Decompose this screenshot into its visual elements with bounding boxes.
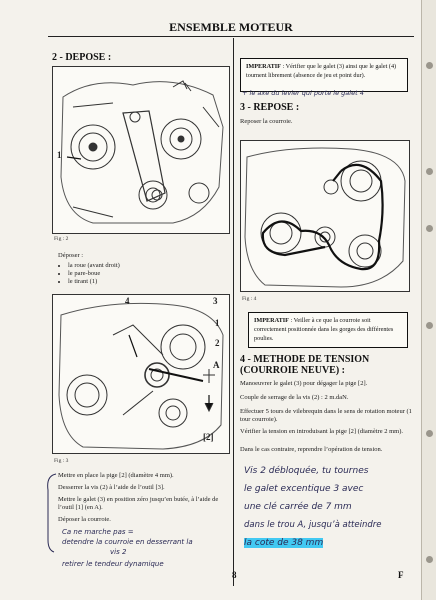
imperatif-box-2	[248, 312, 408, 348]
section-tension-heading: 4 - METHODE DE TENSION (COURROIE NEUVE) :	[240, 354, 370, 376]
binder-hole	[426, 225, 433, 232]
binder-hole	[426, 168, 433, 175]
column-divider	[233, 38, 234, 586]
binder-hole	[426, 322, 433, 329]
fig3-label-1: 1	[215, 318, 220, 328]
section-repose-heading: 3 - REPOSE :	[240, 102, 300, 113]
imperatif-2-label: IMPERATIF	[254, 317, 289, 324]
handwritten-line-2: le galet excentique 3 avec	[244, 484, 364, 494]
depose-intro: Déposer :	[58, 252, 84, 259]
engine-diagram-fig3	[53, 295, 229, 453]
repose-text: Reposer la courroie.	[240, 118, 293, 125]
handwritten-line-3: une clé carrée de 7 mm	[244, 502, 352, 512]
fig4-caption: Fig : 4	[242, 296, 257, 302]
tension-para-1: Manoeuvrer le galet (3) pour dégager la pige [2].	[240, 380, 368, 387]
tension-para-4: Vérifier la tension en introduisant la pige [2] (diamètre 2 mm).	[240, 428, 403, 435]
engine-diagram-fig4	[241, 141, 409, 291]
figure-4	[240, 140, 410, 292]
binder-hole	[426, 62, 433, 69]
highlighted-measurement: la cote de 38 mm	[244, 538, 324, 548]
binder-strip	[421, 0, 436, 600]
step-3: Mettre le galet (3) en position zéro jusqu’en butée, à l’aide de l’outil [1] (en A).	[58, 496, 219, 511]
fig3-label-tool-2: [2]	[203, 432, 214, 442]
step-4: Déposer la courroie.	[58, 516, 111, 523]
depose-item: • le pare-boue	[68, 270, 228, 278]
tension-para-2: Couple de serrage de la vis (2) : 2 m.daN.	[240, 394, 349, 401]
handwritten-note-line-4: retirer le tendeur dynamique	[62, 560, 164, 568]
handwritten-line-4: dans le trou A, jusqu’à atteindre	[244, 520, 382, 530]
fig3-caption: Fig : 3	[54, 458, 69, 464]
tension-para-3: Effectuer 5 tours de vilebrequin dans le sens de rotation moteur (1 tour courroie).	[240, 408, 412, 423]
figure-2	[52, 66, 230, 234]
fig2-label-1: 1	[57, 150, 62, 160]
section-depose-heading: 2 - DEPOSE :	[52, 52, 112, 63]
depose-item: • la roue (avant droit)	[68, 262, 228, 270]
handwritten-note-line-2: detendre la courroie en desserrant la	[62, 538, 193, 546]
fig3-label-3: 3	[213, 296, 218, 306]
imperatif-1-label: IMPERATIF	[246, 63, 281, 70]
imperatif-2-text: : Veiller à ce que la courroie soit correctement positionnée dans les gorges des différentes poulies.	[254, 317, 394, 342]
handwritten-note-line-1: Ca ne marche pas =	[62, 528, 134, 536]
imperatif-1-text: : Vérifier que le galet (3) ainsi que le galet (4) tournent librement (absence de jeu et point dur).	[246, 63, 397, 79]
handwritten-line-5	[244, 538, 323, 548]
fig2-caption: Fig : 2	[54, 236, 69, 242]
page-number: 8	[232, 570, 237, 580]
handwritten-bracket	[40, 470, 60, 560]
step-1: Mettre en place la pige [2] (diamètre 4 mm).	[58, 472, 174, 479]
fig3-label-4: 4	[125, 296, 130, 306]
binder-hole	[426, 430, 433, 437]
depose-list	[58, 262, 228, 286]
section-letter: F	[398, 570, 404, 580]
imperatif-box-1	[240, 58, 408, 92]
page-title: ENSEMBLE MOTEUR	[169, 20, 293, 34]
imperatif-1-handwritten: + le axe du levier qui porte le galet 4	[242, 89, 364, 97]
tension-para-5: Dans le cas contraire, reprendre l’opération de tension.	[240, 446, 383, 453]
depose-item: • le tirant (1)	[68, 278, 228, 286]
binder-hole	[426, 556, 433, 563]
header-rule	[48, 36, 414, 37]
engine-diagram-fig2	[53, 67, 229, 233]
figure-3	[52, 294, 230, 454]
step-2: Desserrer la vis (2) à l’aide de l’outil [3].	[58, 484, 165, 491]
fig3-label-2: 2	[215, 338, 220, 348]
handwritten-line-1: Vis 2 débloquée, tu tournes	[244, 466, 369, 476]
fig3-label-a: A	[213, 360, 220, 370]
handwritten-note-line-3: vis 2	[110, 548, 127, 556]
